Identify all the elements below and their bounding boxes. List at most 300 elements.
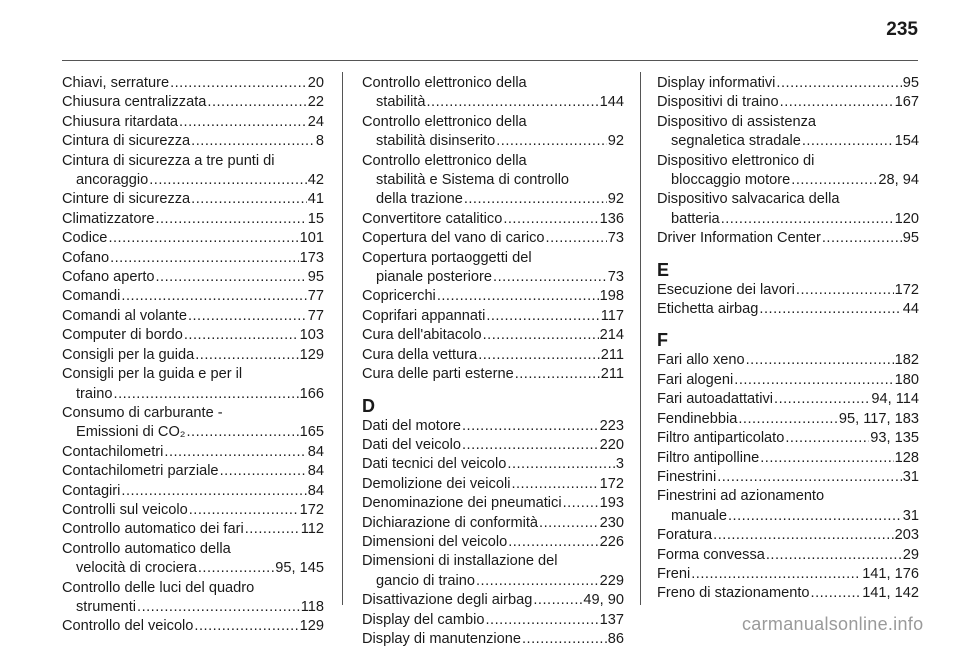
dot-leader (738, 410, 838, 429)
page-reference: 141, 142 (862, 585, 919, 602)
page-reference: 230 (599, 514, 624, 531)
index-letter-heading: F (657, 330, 668, 351)
index-entry-line (62, 617, 324, 636)
index-term: ancoraggio (76, 172, 149, 189)
page-number: 235 (886, 19, 918, 40)
dot-leader (164, 443, 306, 462)
index-term: Dispositivo salvacarica della (657, 191, 840, 208)
dot-leader (721, 210, 894, 229)
index-term: Controllo delle luci del quadro (62, 579, 255, 596)
index-entry-line (657, 171, 919, 190)
dot-leader (426, 93, 598, 112)
index-term: Filtro antipolline (657, 449, 760, 466)
index-entry (362, 591, 624, 610)
index-entry-line (362, 572, 624, 591)
index-entry-line (62, 579, 324, 598)
index-term: Disattivazione degli airbag (362, 592, 533, 609)
page-reference: 92 (607, 133, 624, 150)
index-entry-line (362, 74, 624, 93)
column-divider (640, 72, 641, 605)
page-reference: 172 (299, 501, 324, 518)
index-term: Controlli sul veicolo (62, 501, 188, 518)
dot-leader (220, 462, 307, 481)
page-reference: 120 (894, 210, 919, 227)
index-entry-line (657, 229, 919, 248)
index-entry (62, 482, 324, 501)
dot-leader (717, 468, 902, 487)
index-entry (657, 526, 919, 545)
index-entry-line (657, 281, 919, 300)
page-reference: 193 (599, 495, 624, 512)
dot-leader (110, 249, 299, 268)
page-reference: 31 (902, 468, 919, 485)
dot-leader (493, 268, 607, 287)
page-reference: 77 (307, 288, 324, 305)
index-term: Contachilometri parziale (62, 463, 219, 480)
index-entry-line (657, 113, 919, 132)
page-reference: 129 (299, 618, 324, 635)
dot-leader (533, 591, 582, 610)
index-entry-line (62, 501, 324, 520)
dot-leader (503, 210, 598, 229)
dot-leader (539, 514, 599, 533)
index-column-2 (362, 74, 624, 649)
index-entry-line (657, 210, 919, 229)
index-entry (62, 501, 324, 520)
index-entry-line (362, 552, 624, 571)
index-term: Consumo di carburante - (62, 404, 223, 421)
page-reference: 92 (607, 191, 624, 208)
index-term: Freno di stazionamento (657, 585, 810, 602)
page-reference: 95 (902, 75, 919, 91)
dot-leader (476, 572, 599, 591)
page-reference: 165 (299, 424, 324, 441)
index-term: stabilità e Sistema di controllo (376, 172, 570, 189)
index-term: bloccaggio motore (671, 172, 791, 189)
index-entry (362, 287, 624, 306)
dot-leader (774, 390, 870, 409)
index-term: velocità di crociera (76, 560, 197, 577)
index-entry-line (362, 152, 624, 171)
dot-leader (108, 229, 298, 248)
index-entry (62, 365, 324, 404)
dot-leader (207, 93, 306, 112)
index-entry-line (62, 404, 324, 423)
index-term: Dimensioni di installazione del (362, 553, 558, 570)
index-entry (362, 346, 624, 365)
index-term: Fendinebbia (657, 410, 738, 427)
index-entry-line (657, 565, 919, 584)
index-entry-line (657, 190, 919, 209)
index-term: Comandi al volante (62, 307, 187, 324)
index-entry (657, 449, 919, 468)
page-reference: 154 (894, 133, 919, 150)
index-entry-line (362, 630, 624, 649)
index-entry-line (62, 598, 324, 617)
dot-leader (478, 346, 600, 365)
index-term: Convertitore catalitico (362, 210, 503, 227)
index-entry (362, 436, 624, 455)
index-entry-line (657, 449, 919, 468)
index-entry-line (362, 533, 624, 552)
index-term: Comandi (62, 288, 121, 305)
index-entry-line (362, 171, 624, 190)
index-entry-line (62, 268, 324, 287)
index-entry-line (62, 210, 324, 229)
dot-leader (114, 385, 299, 404)
index-entry (62, 74, 324, 93)
page-reference: 172 (894, 281, 919, 298)
index-term: Emissioni di CO₂ (76, 424, 186, 441)
dot-leader (137, 598, 300, 617)
page-reference: 117 (600, 307, 624, 324)
page-reference: 95, 145 (275, 560, 324, 577)
index-entry-line (657, 371, 919, 390)
index-term: batteria (671, 210, 720, 227)
index-entry (657, 190, 919, 229)
index-entry-line (362, 132, 624, 151)
page-reference: 73 (607, 269, 624, 286)
dot-leader (184, 326, 299, 345)
index-entry-line (362, 417, 624, 436)
index-term: Dichiarazione di conformità (362, 514, 539, 531)
index-entry-line (362, 365, 624, 384)
index-term: Chiusura centralizzata (62, 94, 207, 111)
index-entry-line (62, 326, 324, 345)
index-entry (362, 455, 624, 474)
index-entry-line (62, 132, 324, 151)
index-term: segnaletica stradale (671, 133, 801, 150)
index-entry-line (62, 443, 324, 462)
index-entry-line (362, 455, 624, 474)
index-term: Forma convessa (657, 546, 765, 563)
dot-leader (198, 559, 274, 578)
index-entry (657, 281, 919, 300)
index-term: Dispositivo di assistenza (657, 113, 816, 130)
page-reference: 220 (599, 436, 624, 453)
index-entry-line (657, 429, 919, 448)
index-term: Controllo automatico della (62, 540, 231, 557)
dot-leader (691, 565, 861, 584)
index-term: Computer di bordo (62, 327, 183, 344)
index-term: Freni (657, 565, 691, 582)
index-term: stabilità disinserito (376, 133, 496, 150)
index-entry (657, 371, 919, 390)
index-term: Dispositivo elettronico di (657, 152, 815, 169)
index-term: Controllo elettronico della (362, 113, 527, 130)
index-entry-line (62, 190, 324, 209)
index-term: Cura della vettura (362, 346, 478, 363)
page-reference: 103 (299, 327, 324, 344)
page-reference: 49, 90 (583, 592, 624, 609)
page-reference: 86 (607, 630, 624, 647)
dot-leader (734, 371, 893, 390)
index-entry (62, 443, 324, 462)
dot-leader (170, 74, 307, 93)
index-entry (657, 584, 919, 603)
index-term: Dati del motore (362, 417, 461, 434)
index-entry (362, 611, 624, 630)
index-entry-line (362, 307, 624, 326)
index-entry-line (362, 113, 624, 132)
index-entry (362, 152, 624, 210)
page-reference: 28, 94 (878, 172, 919, 189)
page-reference: 144 (599, 94, 624, 111)
index-entry (62, 346, 324, 365)
page-reference: 44 (902, 301, 919, 318)
page-reference: 141, 176 (862, 565, 919, 582)
index-entry-line (362, 93, 624, 112)
page-reference: 166 (299, 385, 324, 402)
index-entry-line (362, 514, 624, 533)
index-term: Filtro antiparticolato (657, 430, 785, 447)
dot-leader (791, 171, 877, 190)
page-reference: 84 (307, 482, 324, 499)
index-entry (362, 417, 624, 436)
index-term: Chiusura ritardata (62, 113, 178, 130)
dot-leader (486, 307, 599, 326)
index-entry-line (362, 611, 624, 630)
index-entry-line (657, 410, 919, 429)
index-entry-line (62, 93, 324, 112)
page-reference: 226 (599, 533, 624, 550)
dot-leader (759, 300, 901, 319)
dot-leader (746, 351, 894, 370)
page-reference: 211 (600, 366, 624, 383)
index-term: Cintura di sicurezza a tre punti di (62, 152, 275, 169)
page-reference: 128 (894, 449, 919, 466)
index-entry (657, 300, 919, 319)
dot-leader (780, 93, 894, 112)
index-entry (62, 268, 324, 287)
index-term: Consigli per la guida (62, 346, 195, 363)
index-entry-line (657, 546, 919, 565)
dot-leader (785, 429, 869, 448)
index-entry-line (62, 462, 324, 481)
index-term: Cofano (62, 249, 110, 266)
index-entry (62, 190, 324, 209)
index-term: gancio di traino (376, 572, 475, 589)
index-term: Controllo del veicolo (62, 618, 194, 635)
index-entry-line (657, 487, 919, 506)
index-entry (62, 132, 324, 151)
index-term: Fari allo xeno (657, 352, 745, 369)
index-entry-line (362, 229, 624, 248)
dot-leader (760, 449, 893, 468)
index-term: Copertura portaoggetti del (362, 249, 532, 266)
watermark: carmanualsonline.info (742, 614, 924, 634)
index-entry (62, 93, 324, 112)
index-term: della trazione (376, 191, 463, 208)
page-reference: 8 (315, 133, 324, 150)
page-reference: 20 (307, 75, 324, 91)
index-column-1 (62, 74, 324, 637)
index-entry (62, 326, 324, 345)
header-rule (62, 60, 918, 61)
dot-leader (464, 190, 607, 209)
index-entry (62, 249, 324, 268)
dot-leader (796, 281, 894, 300)
page-reference: 112 (300, 521, 324, 538)
index-term: Dispositivi di traino (657, 94, 779, 111)
page-reference: 84 (307, 443, 324, 460)
page-reference: 136 (599, 210, 624, 227)
index-entry-line (62, 482, 324, 501)
index-entry-line (362, 249, 624, 268)
index-term: Contagiri (62, 482, 121, 499)
index-entry (657, 74, 919, 93)
index-entry-line (362, 268, 624, 287)
index-term: traino (76, 385, 113, 402)
index-entry-line (62, 540, 324, 559)
page-reference: 203 (894, 527, 919, 544)
index-entry-line (62, 113, 324, 132)
index-term: Demolizione dei veicoli (362, 475, 511, 492)
index-entry (362, 74, 624, 113)
index-entry-line (62, 365, 324, 384)
index-entry-line (62, 74, 324, 93)
index-entry-line (62, 171, 324, 190)
index-term: Cintura di sicurezza (62, 133, 191, 150)
index-entry (657, 546, 919, 565)
index-entry-line (62, 346, 324, 365)
index-entry (657, 152, 919, 191)
index-entry (62, 229, 324, 248)
index-term: stabilità (376, 94, 426, 111)
index-term: Dati tecnici del veicolo (362, 456, 507, 473)
index-entry (362, 113, 624, 152)
page-reference: 214 (599, 327, 624, 344)
page-reference: 173 (299, 249, 324, 266)
index-term: Esecuzione dei lavori (657, 281, 795, 298)
page-reference: 94, 114 (871, 391, 919, 408)
dot-leader (515, 365, 600, 384)
page-reference: 172 (599, 475, 624, 492)
index-entry (362, 249, 624, 288)
index-entry-line (657, 390, 919, 409)
dot-leader (179, 113, 307, 132)
page-reference: 77 (307, 307, 324, 324)
index-term: Cura delle parti esterne (362, 366, 514, 383)
page-reference: 41 (307, 191, 324, 208)
index-term: Dati del veicolo (362, 436, 461, 453)
index-entry (657, 113, 919, 152)
index-term: manuale (671, 507, 727, 524)
dot-leader (522, 630, 607, 649)
dot-leader (191, 132, 315, 151)
index-term: Codice (62, 230, 108, 247)
dot-leader (563, 494, 599, 513)
index-term: Dimensioni del veicolo (362, 533, 508, 550)
index-entry (657, 351, 919, 370)
index-entry-line (362, 494, 624, 513)
index-entry (62, 462, 324, 481)
page-reference: 31 (902, 507, 919, 524)
index-term: Copertura del vano di carico (362, 230, 545, 247)
dot-leader (811, 584, 862, 603)
page-reference: 93, 135 (870, 430, 919, 447)
index-entry (362, 210, 624, 229)
dot-leader (121, 287, 306, 306)
index-entry (362, 326, 624, 345)
page-reference: 24 (307, 113, 324, 130)
dot-leader (546, 229, 607, 248)
index-term: Cinture di sicurezza (62, 191, 191, 208)
dot-leader (121, 482, 306, 501)
dot-leader (511, 475, 598, 494)
index-entry (62, 210, 324, 229)
dot-leader (728, 507, 902, 526)
dot-leader (462, 417, 599, 436)
page-reference: 84 (307, 463, 324, 480)
dot-leader (437, 287, 599, 306)
page-reference: 118 (300, 598, 324, 615)
index-entry-line (62, 559, 324, 578)
index-term: Chiavi, serrature (62, 75, 170, 91)
index-entry (362, 229, 624, 248)
index-entry-line (62, 307, 324, 326)
index-entry (62, 404, 324, 443)
index-entry-line (362, 436, 624, 455)
page-reference: 129 (299, 346, 324, 363)
index-entry (362, 514, 624, 533)
index-entry-line (362, 346, 624, 365)
index-entry-line (362, 475, 624, 494)
dot-leader (194, 617, 298, 636)
index-entry-line (362, 591, 624, 610)
index-entry-line (657, 351, 919, 370)
index-entry (62, 287, 324, 306)
page-reference: 95 (902, 230, 919, 247)
page-reference: 29 (902, 546, 919, 563)
page-reference: 182 (894, 352, 919, 369)
index-entry-line (657, 584, 919, 603)
index-entry-line (657, 468, 919, 487)
index-entry-line (62, 385, 324, 404)
index-letter-heading: D (362, 395, 375, 416)
index-entry (62, 152, 324, 191)
index-term: pianale posteriore (376, 269, 493, 286)
page-reference: 15 (307, 210, 324, 227)
index-term: Controllo elettronico della (362, 75, 527, 91)
index-term: Contachilometri (62, 443, 164, 460)
index-entry (62, 113, 324, 132)
index-term: Controllo elettronico della (362, 152, 527, 169)
page-reference: 95 (307, 269, 324, 286)
dot-leader (188, 307, 307, 326)
index-entry-line (362, 326, 624, 345)
index-entry (362, 552, 624, 591)
index-term: Climatizzatore (62, 210, 155, 227)
index-entry (657, 468, 919, 487)
index-term: strumenti (76, 598, 137, 615)
dot-leader (149, 171, 307, 190)
index-entry-line (657, 152, 919, 171)
dot-leader (496, 132, 607, 151)
index-term: Driver Information Center (657, 230, 821, 247)
index-entry-line (62, 520, 324, 539)
index-entry (657, 565, 919, 584)
index-term: Coprifari appannati (362, 307, 486, 324)
index-entry-line (62, 229, 324, 248)
index-term: Controllo automatico dei fari (62, 521, 244, 538)
index-entry (657, 410, 919, 429)
index-entry (362, 494, 624, 513)
dot-leader (508, 533, 598, 552)
page-reference: 229 (599, 572, 624, 589)
dot-leader (776, 74, 901, 93)
index-term: Consigli per la guida e per il (62, 366, 243, 383)
